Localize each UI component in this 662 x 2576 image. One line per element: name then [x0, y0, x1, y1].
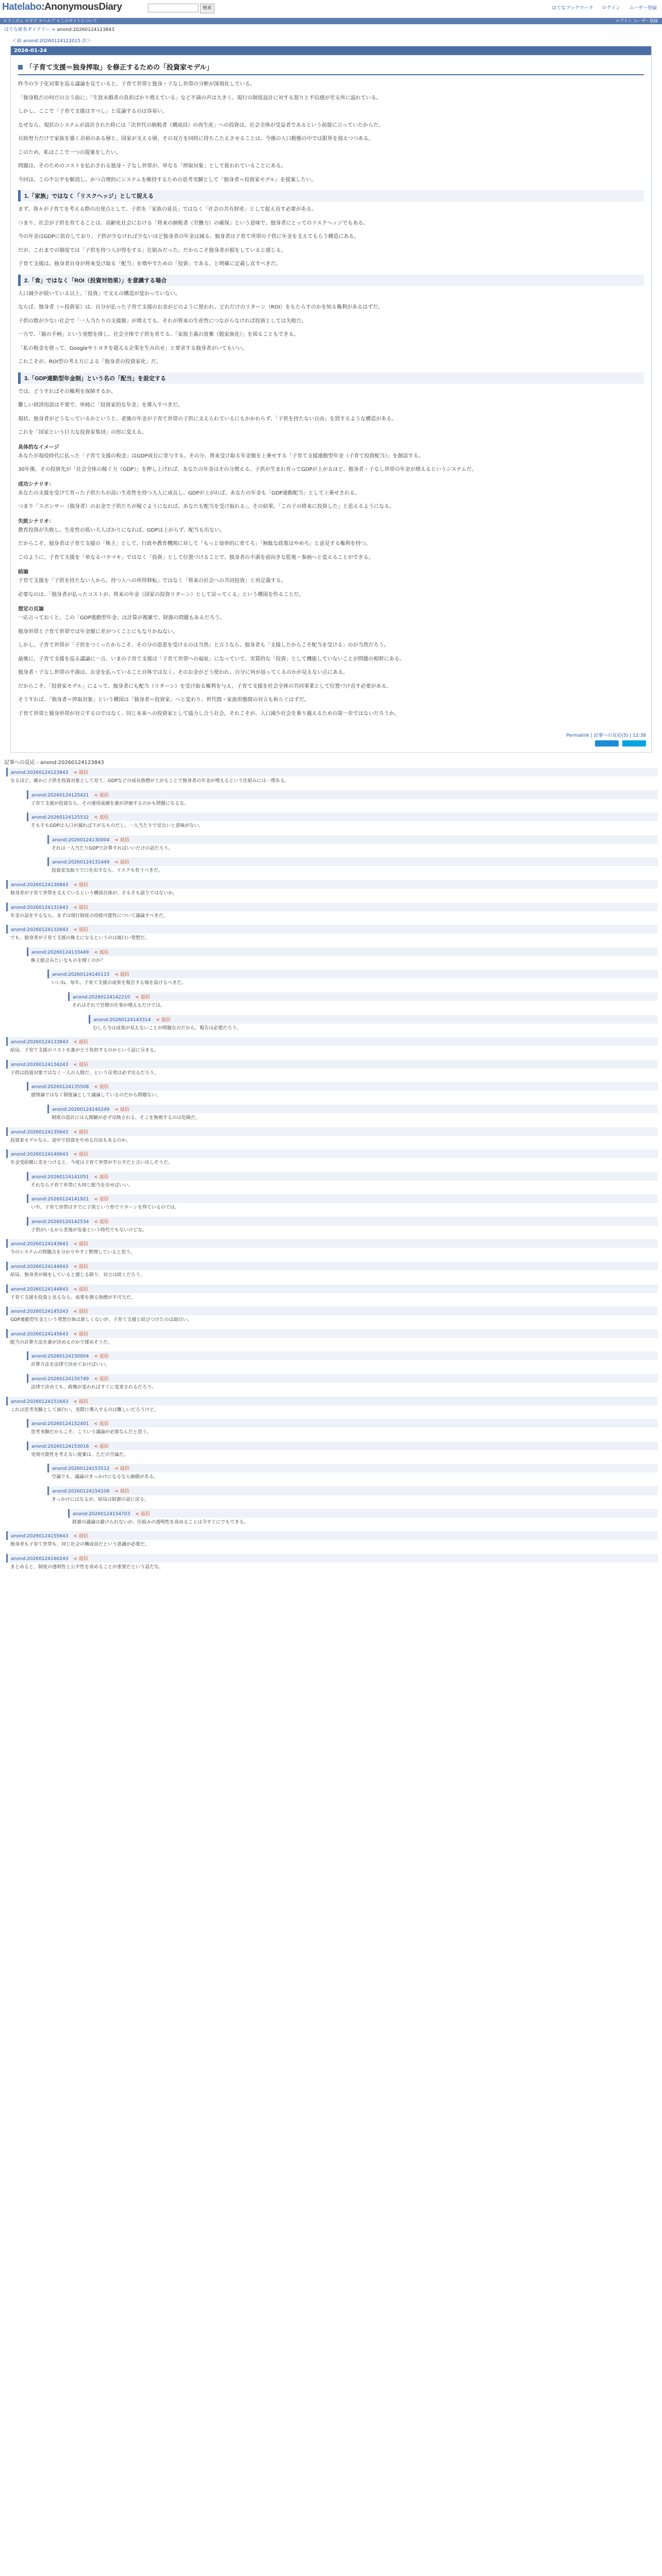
comment-id-link[interactable]: anond:20260124151643	[11, 1399, 69, 1404]
reply-link[interactable]: < 返信	[73, 1556, 88, 1562]
comment-id-link[interactable]: anond:20260124154108	[52, 1489, 110, 1494]
section-paragraph: 難しい経済用語は不要で、単純に「投資家的な年金」を導入すべきだ。	[18, 402, 183, 408]
comment	[27, 1194, 658, 1214]
comment	[6, 1554, 658, 1574]
comment-id-link[interactable]: anond:20260124153016	[31, 1444, 89, 1449]
bookmark-link[interactable]: はてなブックマーク	[552, 6, 593, 11]
comment-meta	[6, 880, 658, 889]
reply-link[interactable]: < 返信	[73, 770, 88, 775]
comment-text: 独身者も子育て世帯も、同じ社会の構成員だという意識が必要だ。	[10, 1542, 150, 1548]
comment-id-link[interactable]: anond:20260124125421	[31, 792, 89, 798]
comment-id-link[interactable]: anond:20260124143643	[11, 1242, 69, 1247]
subsection-paragraph: 必要なのは、「独身者が払ったコストが、将来の年金（国家の投資リターン）として戻ってくる」という構図を作ることだ。	[18, 591, 304, 598]
comment	[27, 1442, 658, 1462]
subsection-paragraph: 子育て支援を「子供を持たない人から、持つ人への所得移転」ではなく「将来の社会への共同投資」と再定義する。	[18, 578, 286, 584]
comment-text: これは思考実験として面白い。実際に導入するのは難しいだろうけど。	[10, 1407, 159, 1413]
reply-link[interactable]: < 返信	[73, 1062, 88, 1067]
comment	[6, 1060, 658, 1080]
comment-meta	[47, 835, 658, 844]
subsection-paragraph: 一応言っておくと、この「GDP連動型年金」は計算が複雑で、財源の問題もあるだろう。	[18, 615, 225, 621]
comment-meta	[27, 1217, 658, 1226]
reply-link[interactable]: < 返信	[114, 1107, 129, 1112]
section-paragraph: これこそが、ROI型の考え方による「独身者の投資家化」だ。	[18, 359, 161, 365]
comment-text: いいね。毎年、子育て支援の成果を報告する場を設けるべきだ。	[52, 980, 187, 986]
reply-link[interactable]: < 返信	[94, 1421, 109, 1427]
reply-link[interactable]: < 返信	[73, 1309, 88, 1315]
comment-text: それなら子育て世帯にも同じ配当を出せばいい。	[31, 1182, 134, 1188]
comment-meta	[68, 1509, 658, 1518]
reply-link[interactable]: < 返信	[94, 815, 109, 821]
section-paragraph: 子育て支援は、独身者自身が将来受け取る「配当」を増やすための「投資」である、と明確に定義し直すべきだ。	[18, 261, 281, 267]
comment-meta	[27, 1419, 658, 1428]
comments-list	[4, 768, 658, 1573]
comment-text: いや、子育て世帯はすでに子供という形でリターンを得ているのでは。	[31, 1205, 179, 1211]
section-paragraph: ならば、独身者（＝投資家）は、自分が払った子育て支援のお金がどのように使われ、どれだけのリターン（ROI）をもたらすのかを知る権利があるはずだ。	[18, 304, 384, 310]
comment	[6, 1307, 658, 1327]
comment	[6, 768, 658, 788]
comment-meta	[47, 857, 658, 866]
section-heading: 2.「食」ではなく「ROI（投資対効果）」を意識する場合	[18, 275, 644, 286]
comment-meta	[89, 1015, 658, 1024]
comment-text: 子供がいるから老後が安泰という時代でもないけどな。	[31, 1227, 147, 1233]
comment-text: 実現可能性を考えない提案は、ただの空論だ。	[31, 1452, 129, 1458]
reply-link[interactable]: < 返信	[114, 860, 129, 866]
comment	[6, 1037, 658, 1057]
section-paragraph: 今の年金はGDPに依存しており、子供が少なければ少ないほど独身者の年金は減る。独身者は子育て世帯の子供に年金を支えてもらう構造にある。	[18, 234, 359, 240]
comment-meta	[6, 1149, 658, 1158]
section-paragraph: まず、我々が子育てを考える際の出発点として、子供を「家族の延長」ではなく「社会の共有財産」として捉え直す必要がある。	[18, 207, 317, 212]
comment-text: 独身者が子育て世帯を支えているという構図自体が、そもそも誤りではないか。	[10, 890, 178, 896]
comment-meta	[6, 1284, 658, 1293]
entry-nav	[0, 34, 662, 46]
breadcrumb-home[interactable]: はてな匿名ダイアリー	[4, 27, 51, 32]
comment-text: 配当の計算方法を誰が決めるのかで揉めそうだ。	[10, 1340, 113, 1345]
share-hatena-button[interactable]	[622, 740, 646, 747]
comment-meta	[27, 1442, 658, 1450]
comment-meta	[6, 1554, 658, 1563]
comment	[27, 1351, 658, 1371]
subsection-paragraph: このように、子育て支援を「単なるバラマキ」ではなく「投資」として位置づけることで、独身者の不満を前向きな監視・参画へと変えることができる。	[18, 554, 374, 561]
entry-date: 2026-01-24	[11, 46, 651, 55]
subsection-label: 想定の反論	[18, 606, 44, 612]
closing-paragraph: だからこそ、「投資家モデル」によって、独身者にも配当（リターン）を受け取る権利を与え、子育て支援を社会全体の共同事業として位置づけ直す必要がある。	[18, 683, 392, 689]
comment	[6, 1284, 658, 1304]
comment-text: それはそれで官僚の仕事が増えるだけでは。	[72, 1003, 166, 1008]
section-paragraph: 子供の数が少ない社会で「一人当たりの支援額」が増えても、それが将来の生産性につながらなければ投資としては失敗だ。	[18, 318, 307, 324]
next-link[interactable]: 次＞	[82, 39, 92, 44]
comment-id-link[interactable]: anond:20260124140249	[52, 1107, 110, 1112]
reply-link[interactable]: < 返信	[114, 1489, 129, 1494]
comment	[6, 1262, 658, 1282]
comment-text: 今のシステムの問題点を分かりやすく整理していると思う。	[10, 1250, 136, 1256]
comment	[6, 1127, 658, 1147]
comment-text: 子育て支援が投資なら、その運用成績を誰が評価するのかも問題になるな。	[31, 801, 189, 806]
reply-link[interactable]: < 返信	[73, 1534, 88, 1539]
comment-meta	[27, 1082, 658, 1091]
reply-link[interactable]: < 返信	[73, 905, 88, 910]
intro-paragraph: 昨今の少子化対策を巡る議論を見ていると、子育て世帯と独身・子なし世帯の分断が深刻化している。	[18, 81, 255, 87]
comment	[27, 1217, 658, 1237]
section-paragraph: 一方で、「親の手柄」という発想を排し、社会全体で子供を育てる、「家族主義の放棄（脱家族化）」を図ることもできる。	[18, 332, 299, 337]
comment-meta	[27, 1194, 658, 1203]
comment-text: でも、独身者が子育て支援の株主になるというのは面白い発想だ。	[10, 936, 150, 941]
comment	[47, 1105, 658, 1125]
reply-link[interactable]: < 返信	[135, 994, 150, 1000]
comment-id-link[interactable]: anond:20260124150004	[31, 1354, 89, 1360]
reply-link[interactable]: < 返信	[94, 1219, 109, 1225]
entry-title[interactable]: 「子育て支援＝独身搾取」を修正するための「投資家モデル」	[18, 60, 644, 75]
comment	[27, 947, 658, 968]
reply-link[interactable]: < 返信	[94, 950, 109, 955]
comment	[27, 1172, 658, 1192]
comment-id-link[interactable]: anond:20260124145243	[11, 1309, 69, 1315]
comment-meta	[6, 1397, 658, 1405]
reply-link[interactable]: < 返信	[94, 1084, 109, 1090]
subsection-paragraph: あなたが現役時代に払った「子育て支援の税金」はGDP成長に寄与する。その分、将来受け取る年金額を上乗せする「子育て支援連動型年金（子育て投資配当）」を創設する。	[18, 453, 424, 459]
breadcrumb	[0, 24, 662, 34]
comment	[47, 835, 658, 855]
search-input[interactable]	[148, 4, 198, 12]
comment	[6, 1397, 658, 1417]
site-header	[0, 0, 662, 18]
comment-meta	[27, 790, 658, 799]
top-bar-links[interactable]: ＊ランダム ＊タグ ＊ヘルプ ＊このサイトについて	[3, 19, 97, 23]
reply-link[interactable]: < 返信	[73, 1399, 88, 1404]
comment-id-link[interactable]: anond:20260124132643	[11, 927, 69, 933]
comment-id-link[interactable]: anond:20260124141921	[31, 1197, 89, 1202]
subsection-paragraph: 30年後、その投資先が「社会全体の稼ぐ力（GDP）」を押し上げれば、あなたの年金はその分増える。子供が生まれ育ってGDPが上がるほど、独身者・子なし世帯の年金が増えるというシステムだ。	[18, 467, 477, 472]
reply-link[interactable]: < 返信	[94, 792, 109, 798]
section-paragraph: 「私の税金を使って、Googleやトヨタを超える企業を生み出せ」と要求する独身者がいてもいい。	[18, 345, 247, 351]
comment-meta	[27, 1351, 658, 1360]
comment-text: 年金の話をするなら、まずは現行制度の持続可能性について議論すべきだ。	[10, 913, 168, 919]
comment-meta	[6, 1239, 658, 1248]
comment	[6, 925, 658, 945]
comment-text: 計算方法を法律で決めておけばいい。	[31, 1362, 110, 1368]
reply-link[interactable]: < 返信	[73, 882, 88, 888]
subsection-label: 具体的なイメージ	[18, 444, 59, 450]
comment-id-link[interactable]: anond:20260124141051	[31, 1174, 89, 1180]
site-logo[interactable]: Hatelabo:AnonymousDiary	[2, 2, 122, 12]
comment-meta	[6, 1037, 658, 1046]
reply-link[interactable]: < 返信	[73, 1264, 88, 1270]
diary-entry	[10, 46, 652, 753]
comment-id-link[interactable]: anond:20260124130004	[52, 837, 110, 843]
comment	[27, 790, 658, 810]
comment	[27, 812, 658, 833]
reply-link[interactable]: < 返信	[114, 1466, 129, 1472]
section-paragraph: これを「国家という巨大な投資家集団」の形に変える。	[18, 430, 147, 435]
intro-paragraph: 自助努力だけで家族を築く余裕のある層と、国家が支える層、その双方を同時に持ちこたえさせることは、今後の人口動態の中では限界を迎えつつある。	[18, 136, 374, 142]
comment-id-link[interactable]: anond:20260124144843	[11, 1286, 69, 1292]
comment-text: 子育て支援を投資と見るなら、成果を測る指標が不可欠だ。	[10, 1295, 136, 1300]
section-paragraph: だが、これまでの制度では「子供を持つ人が得をする」仕組みだった。だからこそ独身者が損をしていると感じる。	[18, 247, 286, 253]
search-button[interactable]: 検索	[200, 4, 214, 13]
comment-id-link[interactable]: anond:20260124123843	[11, 770, 69, 775]
comment-id-link[interactable]: anond:20260124144043	[11, 1264, 69, 1270]
comment	[27, 1419, 658, 1439]
subsection-label: 成功シナリオ：	[18, 481, 54, 487]
entry-body	[11, 55, 651, 728]
subsection-paragraph: しかし、子育て世帯が「子供をつくったからこそ、その分の恩恵を受けるのは当然」と言うなら、独身者も「支援したからこそ配当を受ける」のが当然だろう。	[18, 642, 389, 648]
comment-text: 年金受給額に差をつけると、今度は子育て世帯が不公平だと言い出しそうだ。	[10, 1160, 173, 1166]
reply-link[interactable]: < 返信	[73, 1129, 88, 1135]
comment-text: 子供は投資対象ではなく一人の人間だ、という反発は必ず出るだろう。	[10, 1070, 159, 1076]
comment-id-link[interactable]: anond:20260124155643	[11, 1534, 69, 1539]
comment-text: 法律で決めても、政権が変わればすぐに変更されるだろう。	[31, 1385, 157, 1391]
section-paragraph: では、どうすればその権利を保障するか。	[18, 388, 116, 395]
reply-link[interactable]: < 返信	[94, 1354, 109, 1360]
closing-paragraph: 子育て世帯と独身世帯が対立するのではなく、同じ未来への投資家として協力し合う社会。それこそが、人口減少社会を乗り越えるための第一歩ではないだろうか。	[18, 710, 400, 717]
comment	[27, 1374, 658, 1394]
comment-id-link[interactable]: anond:20260124135643	[11, 1129, 69, 1135]
comment-text: むしろ今は成果が見えないことが問題なのだから、報告は必要だろう。	[93, 1025, 242, 1031]
reply-link[interactable]: < 返信	[94, 1444, 109, 1449]
comment-meta	[47, 1486, 658, 1495]
comment-text: GDP連動型年金という発想自体は新しくないが、子育て支援と結びつけたのは面白い。	[10, 1317, 192, 1323]
comment-id-link[interactable]: anond:20260124154703	[73, 1511, 130, 1517]
comment-meta	[27, 947, 658, 956]
comment-id-link[interactable]: anond:20260124130843	[11, 882, 69, 888]
comment-id-link[interactable]: anond:20260124140643	[11, 1152, 69, 1158]
comment-meta	[6, 768, 658, 776]
comment-id-link[interactable]: anond:20260124145643	[11, 1331, 69, 1337]
section-paragraph: つまり、社会が子供を育てることは、高齢化社会における「将来の納税者（労働力）の確保」という意味で、独身者にとってのリスクヘッジでもある。	[18, 220, 369, 226]
comment	[47, 970, 658, 990]
comment-meta	[47, 1105, 658, 1113]
comment	[68, 1509, 658, 1529]
reply-link[interactable]: < 返信	[135, 1511, 150, 1517]
reply-link[interactable]: < 返信	[73, 1040, 88, 1045]
comment-text: 感情論ではなく制度論として議論しているのだから問題ない。	[31, 1093, 161, 1098]
breadcrumb-sep: >	[50, 27, 57, 32]
subsection-paragraph: 独身世帯と子育て世帯では年金額に差がつくことにもなりかねない。	[18, 629, 178, 635]
entry-footer[interactable]: Permalink | 記事への反応(5) | 12:38	[566, 733, 646, 738]
comment-meta	[6, 1307, 658, 1315]
comment-meta	[47, 970, 658, 978]
comment-id-link[interactable]: anond:20260124131449	[52, 860, 110, 866]
reply-link[interactable]: < 返信	[73, 1152, 88, 1158]
comment-meta	[6, 925, 658, 934]
reply-link[interactable]: < 返信	[94, 1174, 109, 1180]
comment	[6, 903, 658, 923]
comment-id-link[interactable]: anond:20260124142534	[31, 1219, 89, 1225]
closing-paragraph: 独身者・子なし世帯の不満は、お金を払っていること自体ではなく、そのお金がどう使われ、自分に何が返ってくるのかが見えない点にある。	[18, 670, 349, 675]
comment-meta	[6, 903, 658, 911]
section-heading: 3.「GDP連動型年金制」という名の「配当」を設定する	[18, 372, 644, 384]
intro-paragraph: 問題は、そのためのコストを払わされる独身・子なし世帯が、単なる「搾取対象」として扱われていることにある。	[18, 163, 286, 169]
comment-text: それは一人当たりGDPで計算すればいいだけの話だろう。	[52, 845, 173, 851]
comment-id-link[interactable]: anond:20260124125532	[31, 815, 89, 821]
subsection-label: 結論	[18, 569, 28, 575]
top-bar	[0, 18, 662, 24]
comment-text: 空論でも、議論のきっかけになるなら価値がある。	[52, 1475, 159, 1480]
reply-link[interactable]: < 返信	[73, 1286, 88, 1292]
signup-link[interactable]: ユーザー登録	[628, 6, 657, 11]
reply-link[interactable]: < 返信	[114, 972, 129, 978]
comment-meta	[6, 1127, 658, 1136]
share-x-button[interactable]	[595, 740, 619, 747]
comment-text: 制度の設計には人間観が必ず反映される。そこを無視するのは危険だ。	[52, 1115, 201, 1121]
section-paragraph: 人口減少が続いている以上、「投資」で支えの構造が変わっていない。	[18, 291, 180, 297]
comment-text: まとめると、制度の透明性と公平性を高めることが重要だという話だな。	[10, 1564, 164, 1570]
intro-paragraph: なぜなら、現状のシステムが設計された時には「次世代の納税者（構成員）の再生産」への投資は、社会全体が受益者であるという前提に立っていたからだ。	[18, 122, 384, 128]
intro-paragraph: このため、私はここで一つの提案をしたい。	[18, 149, 121, 156]
comment	[47, 1464, 658, 1484]
prev-entry-id[interactable]: anond:20260124122015	[23, 39, 81, 44]
top-bar-right[interactable]: ログイン ユーザー登録	[615, 19, 658, 23]
reply-link[interactable]: < 返信	[94, 1197, 109, 1202]
intro-paragraph: しかし、ここで「子育て支援はすべし」と反論するのは容易い。	[18, 109, 168, 114]
subsection-label: 失敗シナリオ：	[18, 518, 54, 524]
comment-id-link[interactable]: anond:20260124131643	[11, 905, 69, 910]
comment-id-link[interactable]: anond:20260124160243	[11, 1556, 69, 1562]
comment-id-link[interactable]: anond:20260124134243	[11, 1062, 69, 1067]
breadcrumb-current: anond:20260124123843	[57, 27, 114, 32]
comment-text: 株主総会みたいなものを開くのか？	[31, 958, 106, 963]
intro-paragraph: 今回は、この不公平を解消し、かつ合理的にシステムを維持するための思考実験として「独身者＝投資家モデル」を提案したい。	[18, 177, 317, 183]
comment-text: 結局、子育て支援のコストを誰がどう負担するのかという話に尽きる。	[10, 1048, 159, 1054]
comment-id-link[interactable]: anond:20260124140115	[52, 972, 110, 978]
closing-paragraph: 最後に、子育て支援を巡る議論に一言。いまの子育て支援は「子育て世帯への福祉」になっていて、実質的な「投資」として機能していないことが問題の根幹にある。	[18, 656, 405, 662]
comment-id-link[interactable]: anond:20260124142210	[73, 994, 130, 1000]
comment-meta	[27, 812, 658, 821]
section-heading: 1.「家族」ではなく「リスクヘッジ」として捉える	[18, 190, 644, 201]
comment-text: 投資家モデルなら、途中で投資をやめる自由もあるのか。	[10, 1138, 131, 1143]
prev-link[interactable]: ＜前	[12, 39, 22, 44]
login-link[interactable]: ログイン	[602, 6, 621, 11]
reply-link[interactable]: < 返信	[156, 1017, 171, 1023]
comment-text: なるほど、確かに子供を投資対象として見て、GDPなどの成長指標が上がることで独身者の年金が増えるという仕組みには一理ある。	[10, 778, 290, 784]
comment-text: そもそもGDPは人口が減れば下がるものだし、一人当たりで見ないと意味がない。	[31, 823, 204, 829]
comment-id-link[interactable]: anond:20260124152401	[31, 1421, 89, 1427]
comment	[6, 1329, 658, 1349]
comment-text: 投資家気取りで口を出すなら、リスクも負うべきだ。	[52, 868, 163, 874]
reply-link[interactable]: < 返信	[114, 837, 129, 843]
subsection-paragraph: だからこそ、独身者は子育て支援の「株主」として、行政や教育機関に対して「もっと効率的に育てろ」「無駄な政策はやめろ」と意見する権利を持つ。	[18, 541, 371, 547]
comment	[6, 1531, 658, 1551]
comment-id-link[interactable]: anond:20260124143314	[93, 1017, 151, 1023]
subsection-paragraph: 教育投資が失敗し、生産性の低い大人ばかりになれば、GDPは上がらず、配当も出ない。	[18, 527, 225, 533]
comment-id-link[interactable]: anond:20260124135508	[31, 1084, 89, 1090]
section-paragraph: 現状、独身者がどうなっているかというと、老後の年金が子育て世帯の子供に支えられているにもかかわらず、「子供を持たない自由」を罰するような構造がある。	[18, 416, 397, 422]
comment-id-link[interactable]: anond:20260124133449	[31, 950, 89, 955]
closing-paragraph: そうすれば、「独身者＝搾取対象」という構図は「独身者＝投資家」へと変わり、世代間・家族形態間の対立も和らぐはずだ。	[18, 697, 309, 703]
comment	[68, 992, 658, 1012]
comment-text: 思考実験だからこそ、こういう議論が必要なんだと思う。	[31, 1430, 152, 1435]
comments-header: 記事への反応 - anond:20260124123843	[4, 760, 104, 766]
comment-meta	[27, 1172, 658, 1181]
comment-text: きっかけにはなるが、結局は財源の話に戻る。	[52, 1497, 150, 1502]
comment-id-link[interactable]: anond:20260124153512	[52, 1466, 110, 1472]
comment	[6, 1149, 658, 1170]
comment-id-link[interactable]: anond:20260124150749	[31, 1377, 89, 1382]
comment-meta	[6, 1262, 658, 1270]
comment-meta	[68, 992, 658, 1001]
reply-link[interactable]: < 返信	[94, 1377, 109, 1382]
comment-meta	[6, 1329, 658, 1338]
comment	[27, 1082, 658, 1102]
comment	[47, 1486, 658, 1506]
subsection-paragraph: あなたの支援を受けて育った子供たちが高い生産性を持つ大人に成長し、GDPが上がれば、あなたの年金も「GDP連動配当」として上乗せされる。	[18, 490, 360, 496]
comment-id-link[interactable]: anond:20260124133843	[11, 1040, 69, 1045]
reply-link[interactable]: < 返信	[73, 927, 88, 933]
comment-text: 結局、独身者が損をしていると感じる限り、対立は続くだろう。	[10, 1273, 145, 1278]
title-square-icon	[18, 65, 23, 70]
comment-meta	[6, 1060, 658, 1069]
subsection-paragraph: つまり「スポンサー（独身者）のお金で子供たちが稼ぐようになれば、あなたも配当を受け取れる」。その結果、「この子の将来に投資した」と思えるようになる。	[18, 504, 394, 510]
comment	[6, 1239, 658, 1259]
intro-paragraph: 「独身税だの何だの言う前に」「生涯未婚者の負担ばかり増えている」など不満の声は大きく、現行の制度設計に対する怒りと不信感が至る所に溢れている。	[18, 95, 382, 101]
comment-text: 財源の議論は避けられないが、仕組みの透明性を高めることは今すぐにでもできる。	[72, 1519, 249, 1525]
comment	[6, 880, 658, 900]
comment	[89, 1015, 658, 1035]
comment	[47, 857, 658, 877]
share-bar	[11, 739, 651, 752]
header-links	[544, 4, 657, 11]
reply-link[interactable]: < 返信	[73, 1242, 88, 1247]
reply-link[interactable]: < 返信	[73, 1331, 88, 1337]
comment-meta	[6, 1531, 658, 1540]
comment-meta	[47, 1464, 658, 1472]
comment-meta	[27, 1374, 658, 1383]
